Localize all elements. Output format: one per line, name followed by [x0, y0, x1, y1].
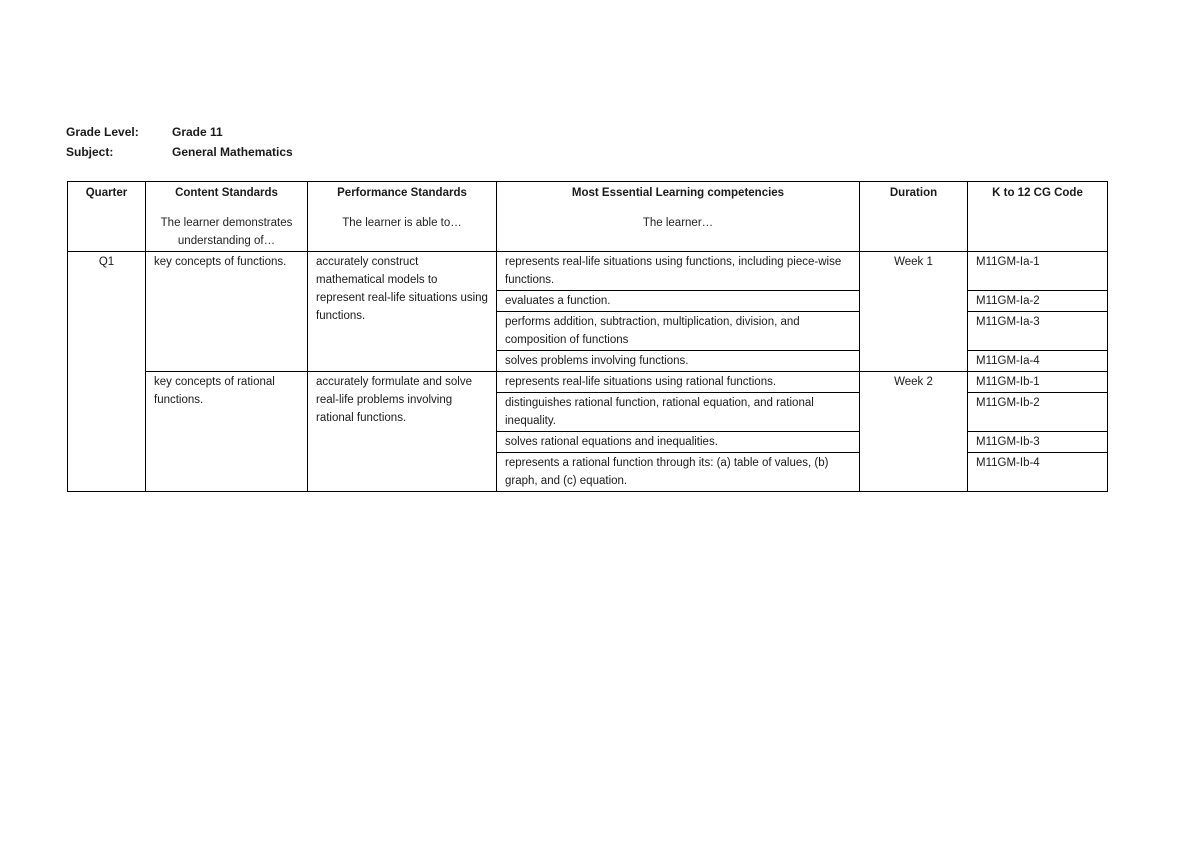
- competency-cell: solves rational equations and inequalities.: [497, 432, 860, 453]
- competency-cell: solves problems involving functions.: [497, 351, 860, 372]
- header-performance-standards: Performance Standards The learner is able to…: [308, 182, 497, 252]
- content-standard-cell: key concepts of rational functions.: [146, 372, 308, 492]
- code-cell: M11GM-Ia-3: [968, 312, 1108, 351]
- header-content-standards: Content Standards The learner demonstrates understanding of…: [146, 182, 308, 252]
- code-cell: M11GM-Ib-1: [968, 372, 1108, 393]
- performance-standard-cell: accurately formulate and solve real-life problems involving rational functions.: [308, 372, 497, 492]
- duration-cell: Week 2: [860, 372, 968, 492]
- grade-level-value: Grade 11: [172, 125, 223, 139]
- header-competencies-sub: The learner…: [642, 217, 714, 229]
- competency-cell: represents a rational function through its: (a) table of values, (b) graph, and (c) equation.: [497, 453, 860, 492]
- quarter-cell: Q1: [68, 252, 146, 492]
- subject-label: Subject:: [66, 145, 114, 159]
- performance-standard-cell: accurately construct mathematical models to represent real-life situations using functions.: [308, 252, 497, 372]
- code-cell: M11GM-Ib-2: [968, 393, 1108, 432]
- grade-level-label: Grade Level:: [66, 125, 139, 139]
- competency-cell: represents real-life situations using rational functions.: [497, 372, 860, 393]
- subject-value: General Mathematics: [172, 145, 293, 159]
- code-cell: M11GM-Ia-1: [968, 252, 1108, 291]
- document-meta: [66, 122, 293, 162]
- competencies-table: [67, 181, 1108, 492]
- header-duration: Duration: [860, 182, 968, 252]
- table-header-row: [68, 182, 1108, 252]
- code-cell: M11GM-Ia-2: [968, 291, 1108, 312]
- table-row: [68, 372, 1108, 393]
- subject-row: [66, 142, 293, 162]
- code-cell: M11GM-Ib-3: [968, 432, 1108, 453]
- competency-cell: represents real-life situations using functions, including piece-wise functions.: [497, 252, 860, 291]
- header-performance-sub: The learner is able to…: [342, 217, 462, 229]
- header-competencies: Most Essential Learning competencies The learner…: [497, 182, 860, 252]
- competency-cell: performs addition, subtraction, multiplication, division, and composition of functions: [497, 312, 860, 351]
- competency-cell: evaluates a function.: [497, 291, 860, 312]
- content-standard-cell: key concepts of functions.: [146, 252, 308, 372]
- table-row: [68, 252, 1108, 291]
- header-quarter: Quarter: [68, 182, 146, 252]
- competency-cell: distinguishes rational function, rational equation, and rational inequality.: [497, 393, 860, 432]
- code-cell: M11GM-Ia-4: [968, 351, 1108, 372]
- duration-cell: Week 1: [860, 252, 968, 372]
- header-code: K to 12 CG Code: [968, 182, 1108, 252]
- grade-level-row: [66, 122, 293, 142]
- code-cell: M11GM-Ib-4: [968, 453, 1108, 492]
- header-content-sub: The learner demonstrates understanding of…: [160, 217, 293, 247]
